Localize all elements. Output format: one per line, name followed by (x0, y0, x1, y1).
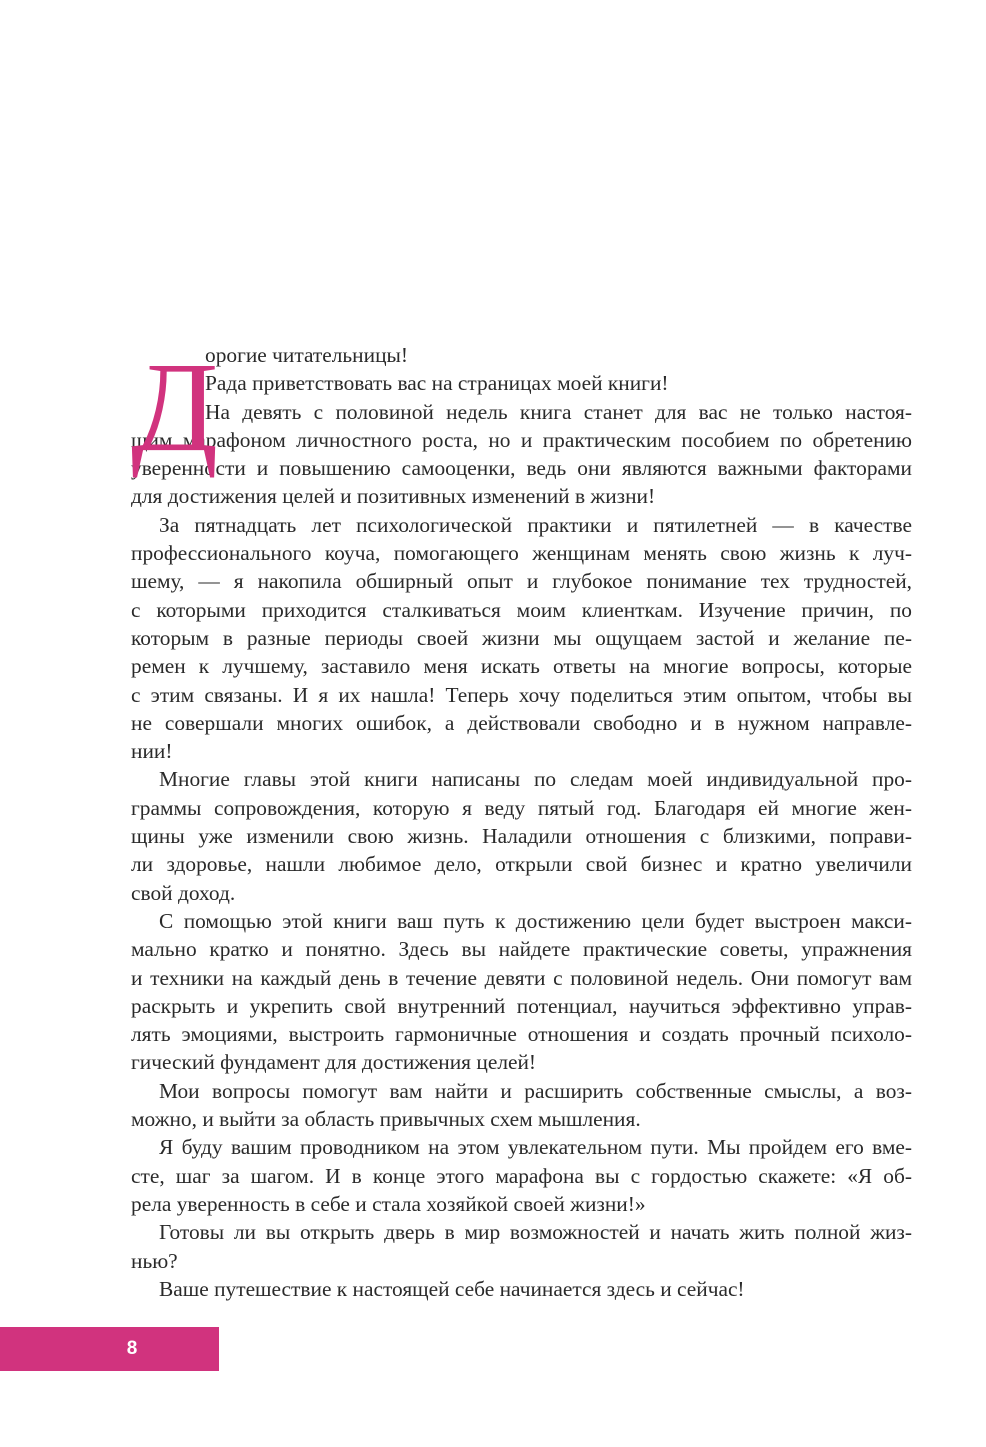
text-line: нии! (131, 739, 173, 764)
text-line: сте, шаг за шагом. И в конце этого марафона вы с гордостью скажете: «Я об- (131, 1163, 912, 1188)
text-line: Многие главы этой книги написаны по следам моей индивидуальной про- (159, 767, 912, 792)
text-line: С помощью этой книги ваш путь к достижению цели будет выстроен макси- (159, 908, 912, 933)
text-line: шему, — я накопила обширный опыт и глубокое понимание тех трудностей, (131, 569, 912, 594)
text-line: Мои вопросы помогут вам найти и расширить собственные смыслы, а воз- (159, 1078, 912, 1103)
text-line: На девять с половиной недель книга станет для вас не только настоя- (205, 399, 912, 424)
text-line: ремен к лучшему, заставило меня искать ответы на многие вопросы, которые (131, 654, 912, 679)
text-line: орогие читательницы! (205, 343, 409, 367)
text-line: для достижения целей и позитивных изменений в жизни! (131, 484, 656, 509)
text-line: и техники на каждый день в течение девяти с половиной недель. Они помогут вам (131, 965, 912, 990)
text-line: нью? (131, 1248, 178, 1273)
text-line: Ваше путешествие к настоящей себе начинается здесь и сейчас! (159, 1276, 745, 1301)
text-line: гический фундамент для достижения целей! (131, 1050, 537, 1075)
text-line: не совершали многих ошибок, а действовали свободно и в нужном направле- (131, 710, 912, 735)
text-line: с которыми приходится сталкиваться моим клиенткам. Изучение причин, по (131, 597, 912, 622)
text-line: граммы сопровождения, которую я веду пятый год. Благодаря ей многие жен- (131, 795, 912, 820)
text-line: рела уверенность в себе и стала хозяйкой своей жизни!» (131, 1191, 646, 1216)
text-line: профессионального коуча, помогающего женщинам менять свою жизнь к луч- (131, 541, 912, 566)
text-line: которым в разные периоды своей жизни мы ощущаем застой и желание пе- (131, 625, 912, 650)
text-line: ли здоровье, нашли любимое дело, открыли свой бизнес и кратно увеличили (131, 852, 912, 877)
text-line: Я буду вашим проводником на этом увлекательном пути. Мы пройдем его вме- (159, 1135, 912, 1160)
text-line: щины уже изменили свою жизнь. Наладили отношения с близкими, поправи- (131, 824, 912, 849)
text-line: Рада приветствовать вас на страницах моей книги! (205, 371, 669, 396)
text-line: раскрыть и укрепить свой внутренний потенциал, научиться эффективно управ- (131, 993, 912, 1018)
text-line: щим марафоном личностного роста, но и практическим пособием по обретению (131, 427, 912, 452)
text-line: Готовы ли вы открыть дверь в мир возможностей и начать жить полной жиз- (159, 1220, 912, 1245)
text-line: мально кратко и понятно. Здесь вы найдете практические советы, упражнения (131, 937, 912, 962)
page-number: 8 (126, 1338, 138, 1359)
letter-body (131, 336, 912, 1303)
text-line: с этим связаны. И я их нашла! Теперь хочу поделиться этим опытом, чтобы вы (131, 682, 912, 707)
text-line: уверенности и повышению самооценки, ведь они являются важными факторами (131, 456, 912, 481)
text-line: можно, и выйти за область привычных схем мышления. (131, 1107, 641, 1132)
text-line: свой доход. (131, 880, 236, 905)
drop-cap: Д (131, 336, 219, 478)
text-line: лять эмоциями, выстроить гармоничные отношения и создать прочный психоло- (131, 1022, 912, 1047)
text-line: За пятнадцать лет психологической практики и пятилетней — в качестве (159, 512, 912, 537)
